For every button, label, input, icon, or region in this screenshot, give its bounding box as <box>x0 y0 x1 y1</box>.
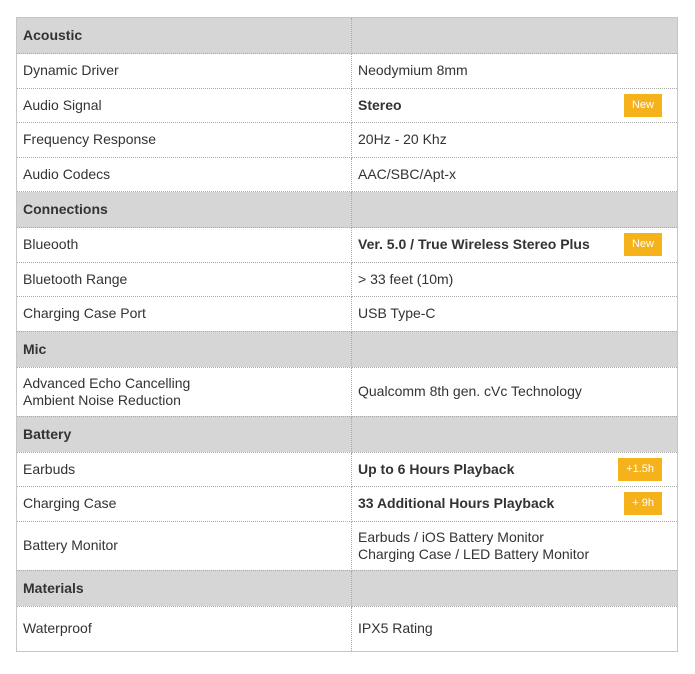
spec-label: Frequency Response <box>17 123 352 158</box>
spec-label: Audio Codecs <box>17 157 352 192</box>
spec-label: Dynamic Driver <box>17 54 352 89</box>
spec-value: Qualcomm 8th gen. cVc Technology <box>352 367 678 416</box>
section-header-materials <box>17 570 678 606</box>
spec-row <box>17 487 678 522</box>
spec-row <box>17 367 678 416</box>
section-header-battery <box>17 416 678 452</box>
spec-label: Blueooth <box>17 228 352 263</box>
playback-increase-badge: + 9h <box>624 492 662 515</box>
spec-row <box>17 297 678 332</box>
playback-increase-badge: +1.5h <box>618 458 662 481</box>
spec-row <box>17 157 678 192</box>
spec-value-line: Charging Case / LED Battery Monitor <box>358 545 590 562</box>
section-title: Battery <box>17 416 352 452</box>
spec-row <box>17 54 678 89</box>
spec-row <box>17 228 678 263</box>
spec-row <box>17 452 678 487</box>
spec-value: > 33 feet (10m) <box>352 262 678 297</box>
section-empty-cell <box>352 416 678 452</box>
section-empty-cell <box>352 18 678 54</box>
spec-value: Ver. 5.0 / True Wireless Stereo Plus <box>358 236 590 253</box>
section-empty-cell <box>352 331 678 367</box>
spec-row <box>17 606 678 651</box>
section-empty-cell <box>352 570 678 606</box>
spec-value: 33 Additional Hours Playback <box>358 495 555 512</box>
spec-table <box>16 17 678 652</box>
spec-row <box>17 262 678 297</box>
spec-value: AAC/SBC/Apt-x <box>352 157 678 192</box>
section-header-connections <box>17 192 678 228</box>
new-badge: New <box>624 94 662 117</box>
spec-label: Earbuds <box>17 452 352 487</box>
spec-value: Stereo <box>358 96 402 113</box>
spec-label-cell <box>17 367 352 416</box>
spec-row <box>17 123 678 158</box>
spec-value: Up to 6 Hours Playback <box>358 460 515 477</box>
section-header-acoustic <box>17 18 678 54</box>
spec-value: IPX5 Rating <box>358 620 433 636</box>
spec-value-cell <box>352 88 678 123</box>
spec-label: Waterproof <box>17 606 352 651</box>
spec-value-line: Earbuds / iOS Battery Monitor <box>358 528 544 545</box>
spec-label-line: Advanced Echo Cancelling <box>23 374 191 391</box>
section-title: Materials <box>17 570 352 606</box>
spec-value-cell <box>352 521 678 570</box>
spec-label: Bluetooth Range <box>17 262 352 297</box>
spec-value-cell <box>352 452 678 487</box>
section-title: Acoustic <box>17 18 352 54</box>
section-header-mic <box>17 331 678 367</box>
spec-value: Neodymium 8mm <box>352 54 678 89</box>
spec-label: Battery Monitor <box>17 521 352 570</box>
spec-value: 20Hz - 20 Khz <box>352 123 678 158</box>
section-title: Mic <box>17 331 352 367</box>
spec-row <box>17 521 678 570</box>
section-title: Connections <box>17 192 352 228</box>
new-badge: New <box>624 233 662 256</box>
spec-row <box>17 88 678 123</box>
section-empty-cell <box>352 192 678 228</box>
spec-label: Charging Case <box>17 487 352 522</box>
spec-value: USB Type-C <box>352 297 678 332</box>
spec-table-body <box>17 18 678 652</box>
spec-label-line: Ambient Noise Reduction <box>23 391 181 408</box>
spec-label: Audio Signal <box>17 88 352 123</box>
spec-value-cell <box>352 228 678 263</box>
spec-value-cell <box>352 487 678 522</box>
spec-label: Charging Case Port <box>17 297 352 332</box>
